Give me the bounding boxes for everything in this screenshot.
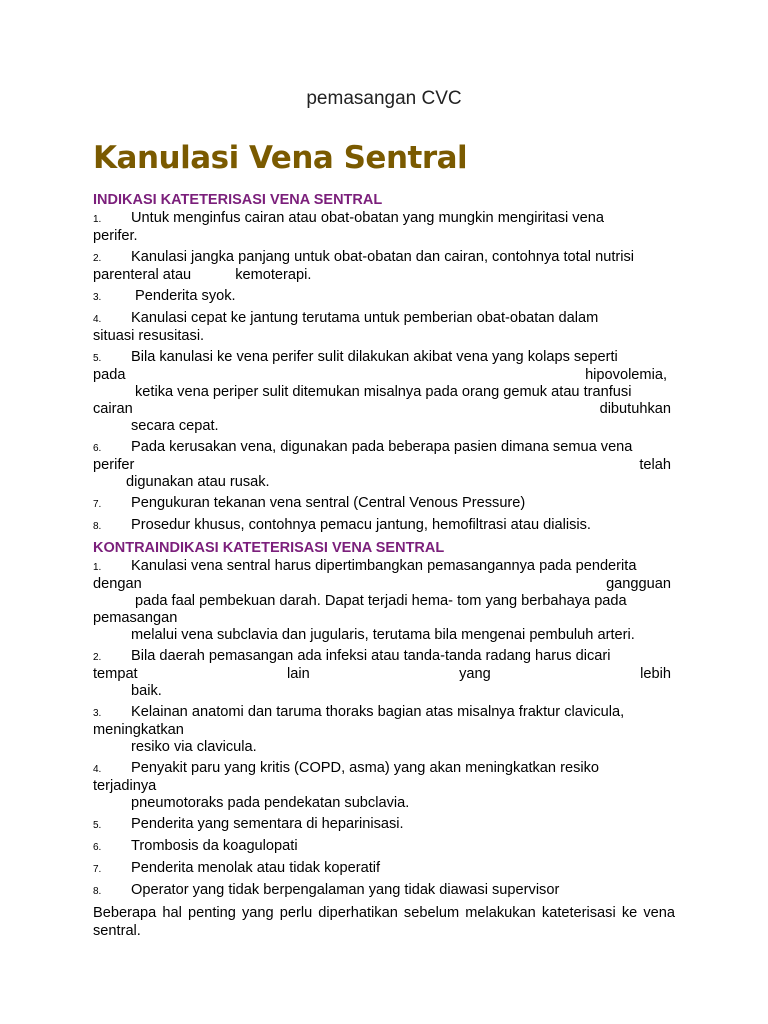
item-text: Bila daerah pemasangan ada infeksi atau tanda-tanda radang harus dicari bbox=[131, 648, 611, 664]
item-number: 7. bbox=[93, 864, 102, 875]
kontraindikasi-section bbox=[93, 540, 675, 940]
item-number: 8. bbox=[93, 886, 102, 897]
indikasi-item-4 bbox=[93, 310, 675, 345]
item-text-line bbox=[93, 666, 675, 683]
indikasi-item-6 bbox=[93, 439, 675, 491]
item-number: 5. bbox=[93, 353, 102, 364]
kontraindikasi-heading: KONTRAINDIKASI KATETERISASI VENA SENTRAL bbox=[93, 540, 445, 556]
item-text: Bila kanulasi ke vena perifer sulit dilakukan akibat vena yang kolaps seperti bbox=[131, 349, 618, 365]
item-text: parenteral atau bbox=[93, 267, 192, 283]
item-number: 2. bbox=[93, 652, 102, 663]
item-text: hipovolemia, bbox=[585, 367, 667, 383]
item-number: 3. bbox=[93, 292, 102, 303]
item-text: Penderita yang sementara di heparinisasi. bbox=[131, 816, 404, 832]
item-number: 8. bbox=[93, 521, 102, 532]
item-text: telah bbox=[639, 457, 671, 473]
item-text: Trombosis da koagulopati bbox=[131, 838, 298, 854]
kontraindikasi-item-8 bbox=[93, 882, 675, 900]
item-number: 6. bbox=[93, 842, 102, 853]
item-number: 4. bbox=[93, 764, 102, 775]
kontraindikasi-item-3 bbox=[93, 704, 675, 756]
item-text: cairan bbox=[93, 401, 133, 417]
indikasi-heading: INDIKASI KATETERISASI VENA SENTRAL bbox=[93, 192, 383, 208]
item-number: 1. bbox=[93, 562, 102, 573]
item-text: yang bbox=[459, 666, 491, 682]
item-text: tempat bbox=[93, 666, 138, 682]
item-text: Untuk menginfus cairan atau obat-obatan yang mungkin mengiritasi vena bbox=[131, 210, 604, 226]
item-text: dibutuhkan bbox=[599, 401, 671, 417]
document-title: pemasangan CVC bbox=[306, 88, 462, 109]
item-text: perifer bbox=[93, 457, 135, 473]
item-text: situasi resusitasi. bbox=[93, 328, 205, 344]
indikasi-item-1 bbox=[93, 210, 675, 245]
item-text: digunakan atau rusak. bbox=[126, 474, 270, 490]
item-text: meningkatkan bbox=[93, 722, 184, 738]
item-text: pada faal pembekuan darah. Dapat terjadi hema- tom yang berbahaya pada bbox=[135, 593, 627, 609]
item-text: terjadinya bbox=[93, 778, 157, 794]
indikasi-item-7 bbox=[93, 495, 675, 513]
item-number: 1. bbox=[93, 214, 102, 225]
item-text: pemasangan bbox=[93, 610, 178, 626]
item-text: pada bbox=[93, 367, 126, 383]
item-text: resiko via clavicula. bbox=[131, 739, 257, 755]
item-text-line bbox=[93, 367, 675, 384]
kontraindikasi-item-6 bbox=[93, 838, 675, 856]
item-number: 4. bbox=[93, 314, 102, 325]
item-text: Kanulasi vena sentral harus dipertimbangkan pemasangannya pada penderita bbox=[131, 558, 637, 574]
item-text: Pengukuran tekanan vena sentral (Central Venous Pressure) bbox=[131, 495, 526, 511]
item-number: 2. bbox=[93, 253, 102, 264]
kontraindikasi-item-1 bbox=[93, 558, 675, 644]
item-text: pneumotoraks pada pendekatan subclavia. bbox=[131, 795, 410, 811]
kontraindikasi-item-4 bbox=[93, 760, 675, 812]
item-text: gangguan bbox=[606, 576, 671, 592]
item-number: 6. bbox=[93, 443, 102, 454]
item-text: Kelainan anatomi dan taruma thoraks bagian atas misalnya fraktur clavicula, bbox=[131, 704, 625, 720]
item-text: Prosedur khusus, contohnya pemacu jantung, hemofiltrasi atau dialisis. bbox=[131, 517, 591, 533]
item-text: lain bbox=[287, 666, 310, 682]
item-text: lebih bbox=[640, 666, 671, 682]
indikasi-item-3 bbox=[93, 288, 675, 306]
kontraindikasi-item-2 bbox=[93, 648, 675, 700]
item-text: Kanulasi cepat ke jantung terutama untuk pemberian obat-obatan dalam bbox=[131, 310, 599, 326]
item-text-line bbox=[93, 576, 675, 593]
item-text: Penderita syok. bbox=[135, 288, 236, 304]
kontraindikasi-item-5 bbox=[93, 816, 675, 834]
item-text: ketika vena periper sulit ditemukan misalnya pada orang gemuk atau tranfusi bbox=[135, 384, 632, 400]
main-heading: Kanulasi Vena Sentral bbox=[93, 140, 468, 176]
item-text: perifer. bbox=[93, 228, 138, 244]
item-text: Pada kerusakan vena, digunakan pada beberapa pasien dimana semua vena bbox=[131, 439, 633, 455]
item-text-line bbox=[93, 457, 675, 474]
item-text: Operator yang tidak berpengalaman yang tidak diawasi supervisor bbox=[131, 882, 560, 898]
indikasi-section bbox=[93, 192, 675, 539]
item-text: Kanulasi jangka panjang untuk obat-obatan dan cairan, contohnya total nutrisi bbox=[131, 249, 635, 265]
item-number: 3. bbox=[93, 708, 102, 719]
indikasi-item-5 bbox=[93, 349, 675, 435]
item-text: Penderita menolak atau tidak koperatif bbox=[131, 860, 381, 876]
item-text-line bbox=[93, 401, 675, 418]
item-text: secara cepat. bbox=[131, 418, 219, 434]
item-number: 5. bbox=[93, 820, 102, 831]
item-text: Penyakit paru yang kritis (COPD, asma) yang akan meningkatkan resiko bbox=[131, 760, 600, 776]
kontraindikasi-item-7 bbox=[93, 860, 675, 878]
item-number: 7. bbox=[93, 499, 102, 510]
item-text-line bbox=[93, 267, 675, 284]
indikasi-item-8 bbox=[93, 517, 675, 535]
item-text: baik. bbox=[131, 683, 162, 699]
closing-paragraph: Beberapa hal penting yang perlu diperhatikan sebelum melakukan kateterisasi ke vena sentral. bbox=[93, 905, 675, 939]
item-text: melalui vena subclavia dan jugularis, terutama bila mengenai pembuluh arteri. bbox=[131, 627, 635, 643]
item-text: kemoterapi. bbox=[235, 267, 312, 283]
item-text: dengan bbox=[93, 576, 142, 592]
indikasi-item-2 bbox=[93, 249, 675, 284]
